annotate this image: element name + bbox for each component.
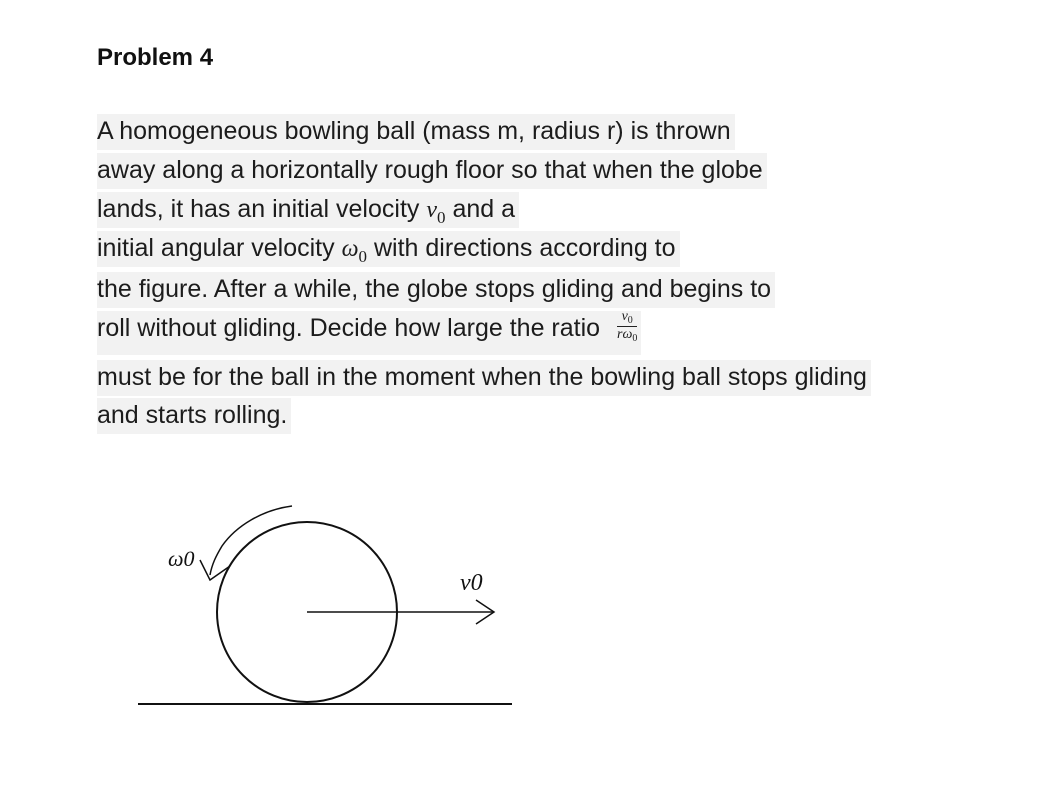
text-line-2: away along a horizontally rough floor so that when the globe — [97, 153, 767, 189]
text-line-3-end: and a — [452, 195, 516, 223]
text-line-4-start: initial angular velocity — [97, 234, 335, 262]
problem-title: Problem 4 — [97, 44, 214, 71]
text-line-3-start: lands, it has an initial velocity — [97, 195, 420, 223]
velocity-label: v0 — [460, 570, 483, 596]
ratio-denominator: $r\omega_0$ — [617, 327, 638, 345]
v0-symbol: $v_0$ — [426, 197, 446, 227]
omega0-symbol: $\omega_0$ — [341, 236, 368, 266]
text-line-7: must be for the ball in the moment when the bowling ball stops gliding — [97, 360, 871, 396]
omega-label: ω0 — [168, 546, 195, 571]
text-line-1: A homogeneous bowling ball (mass m, radius r) is thrown — [97, 114, 735, 150]
angular-velocity-arrowhead — [200, 560, 230, 580]
text-line-5: the figure. After a while, the globe stops gliding and begins to — [97, 272, 775, 308]
text-line-4-end: with directions according to — [373, 234, 676, 262]
ratio-numerator: $v_0$ — [617, 310, 637, 327]
text-line-8: and starts rolling. — [97, 398, 291, 434]
text-line-6-start: roll without gliding. Decide how large the ratio — [97, 314, 601, 342]
